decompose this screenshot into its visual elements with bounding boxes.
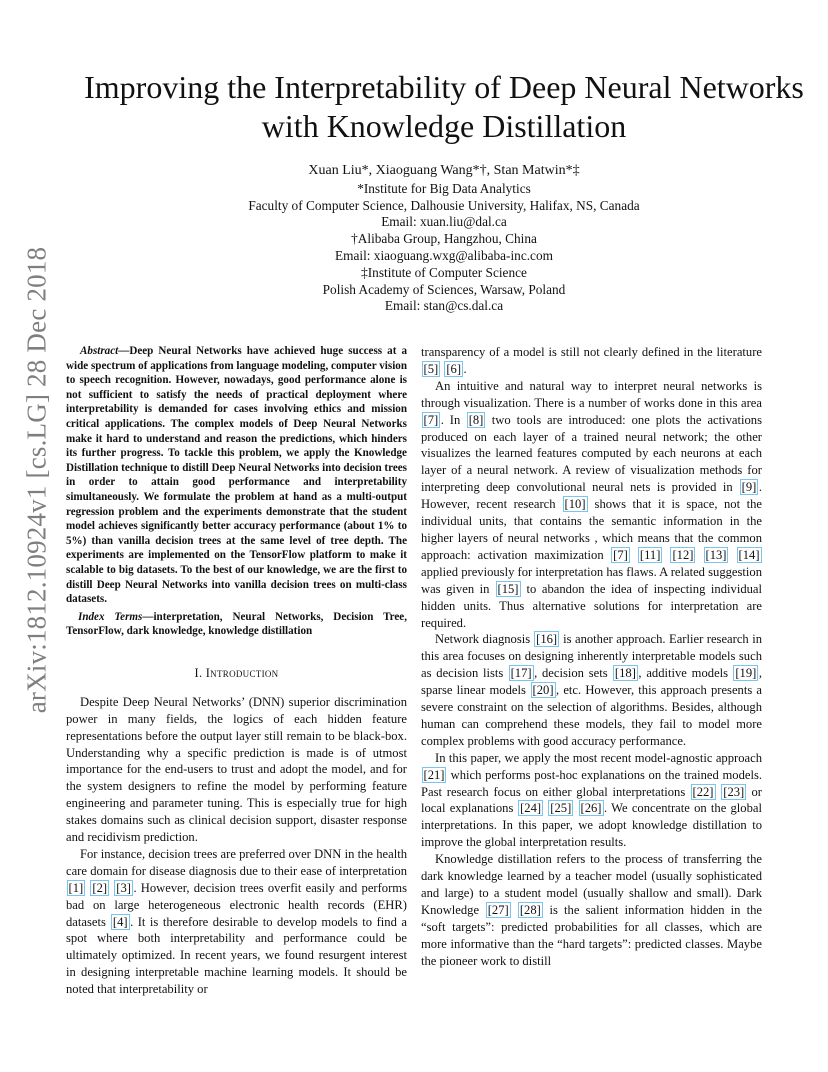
- citation-link[interactable]: [7]: [423, 412, 439, 427]
- section-title: Introduction: [205, 665, 279, 680]
- index-terms: [66, 610, 407, 639]
- citation-link[interactable]: [28]: [519, 902, 541, 917]
- body-paragraph: Network diagnosis [16] is another approach. Earlier research in this area focuses on designing inherently interpretable models such as decision lists [17] , decision sets [18] , additive models [19] , sparse linear models [20] , etc. However, this approach presents a severe constraint on the selection of algorithms. Besides, although human can comprehend these models, they fail to model more complex problems with good accuracy performance.: [421, 632, 763, 748]
- citation-link[interactable]: [13]: [705, 547, 727, 562]
- affiliation-line: Faculty of Computer Science, Dalhousie University, Halifax, NS, Canada: [248, 197, 640, 213]
- citation-link[interactable]: [27]: [487, 902, 509, 917]
- citation-link[interactable]: [21]: [423, 767, 445, 782]
- left-column: [66, 344, 407, 998]
- citation-link[interactable]: [25]: [550, 801, 572, 816]
- body-paragraph: transparency of a model is still not clearly defined in the literature [5] [6] .: [421, 345, 762, 376]
- citation-link[interactable]: [24]: [520, 801, 542, 816]
- email-line: Email: xiaoguang.wxg@alibaba-inc.com: [335, 247, 553, 263]
- citation-link[interactable]: [19]: [735, 666, 757, 681]
- citation-link[interactable]: [17]: [510, 666, 532, 681]
- right-column: [421, 344, 762, 970]
- body-paragraph: An intuitive and natural way to interpret neural networks is through visualization. There is a number of works done in this area [7] . In [8] two tools are introduced: one plots the activations produced on each layer of a trained neural network; the other visualizes the learned features computed by each neurons at each layer of a neural network. A review of visualization methods for interpreting deep convolutional neural nets is provided in [9] . However, recent research [10] shows that it is space, not the individual units, that contains the semantic information in the higher layers of neural networks , which means that the common approach: activation maximization [7] [11] [12] [13] [14] applied previously for interpretation has flaws. A related suggestion was given in [15] to abandon the idea of inspecting individual hidden units. Thus alternative solutions for interpretation are required.: [421, 378, 763, 630]
- citation-link[interactable]: [3]: [116, 880, 131, 895]
- intro-paragraph: For instance, decision trees are preferred over DNN in the health care domain for disease diagnosis due to their ease of interpretation [1] [2] [3] . However, decision trees overfit easily and performs bad on large heterogeneous electronic health records (EHR) datasets [4] . It is therefore desirable to develop models to find a spot where both interpretability and performance could be ultimately optimized. In recent years, we found resurgent interest in designing interpretable machine learning models. It should be noted that interpretability or: [66, 846, 407, 997]
- section-heading-introduction: [66, 665, 407, 682]
- email-line: Email: stan@cs.dal.ca: [384, 298, 504, 314]
- affiliation-line: ‡Institute of Computer Science: [361, 264, 527, 280]
- affiliation-line: *Institute for Big Data Analytics: [357, 180, 531, 196]
- body-paragraph: Knowledge distillation refers to the process of transferring the dark knowledge learned by a teacher model (usually sophisticated and large) to a student model (usually shallow and small). Dark Knowledge [27] [28] is the salient information hidden in the “soft targets”: predicted probabilities for all classes, which are more informative than the “hard targets”: predicted classes. Maybe the pioneer work to distill: [421, 852, 762, 968]
- citation-link[interactable]: [4]: [112, 914, 128, 929]
- citation-link[interactable]: [2]: [92, 880, 108, 895]
- citation-link[interactable]: [23]: [723, 784, 745, 799]
- abstract-label: Abstract: [80, 345, 119, 357]
- citation-link[interactable]: [16]: [536, 632, 558, 647]
- arxiv-id: arXiv:1812.10924v1 [cs.LG] 28 Dec 2018: [21, 246, 52, 714]
- citation-link[interactable]: [12]: [672, 547, 694, 562]
- citation-link[interactable]: [14]: [738, 547, 760, 562]
- author-block: [60, 163, 828, 315]
- citation-link[interactable]: [11]: [639, 547, 661, 562]
- citation-link[interactable]: [1]: [68, 880, 84, 895]
- abstract-text: —Deep Neural Networks have achieved huge success at a wide spectrum of applications from language modeling, computer vision to speech recognition. However, nowadays, good performance alone is not sufficient to satisfy the needs of practical deployment where interpretability is demanded for cases involving ethics and mission critical applications. The complex models of Deep Neural Networks make it hard to understand and reason the predictions, which hinders its further progress. To tackle this problem, we apply the Knowledge Distillation technique to distill Deep Neural Networks into decision trees in order to attain good performance and interpretability simultaneously. We formulate the problem at hand as a multi-output regression problem and the experiments demonstrate that the student model achieves significantly better accuracy performance (about 1% to 5%) than vanilla decision trees at the same level of tree depth. The experiments are implemented on the TensorFlow platform to make it scalable to big datasets. To the best of our knowledge, we are the first to distill Deep Neural Networks into vanilla decision trees on multi-class datasets.: [66, 345, 407, 606]
- citation-link[interactable]: [18]: [614, 666, 636, 681]
- citation-link[interactable]: [8]: [468, 412, 484, 427]
- intro-paragraph: Despite Deep Neural Networks’ (DNN) superior discrimination power in many fields, the logics of each hidden feature representations before the output layer still remain to be black-box. Understanding why a specific prediction is made is of utmost importance for the end-users to trust and adopt the model, and for the system designers to refine the model by performing feature engineering and parameter tuning. This is especially true for high stakes domains such as clinical decision support, disaster response and recidivism prediction.: [66, 694, 407, 845]
- arxiv-sidebar: [14, 180, 60, 780]
- citation-link[interactable]: [7]: [613, 547, 628, 562]
- index-terms-label: Index Terms: [78, 610, 143, 623]
- paper-title: Improving the Interpretability of Deep Neural Networks with Knowledge Distillation: [84, 69, 804, 144]
- citation-link[interactable]: [22]: [692, 784, 714, 799]
- affiliation-line: †Alibaba Group, Hangzhou, China: [351, 231, 537, 247]
- citation-link[interactable]: [10]: [564, 497, 586, 512]
- author-names: Xuan Liu*, Xiaoguang Wang*†, Stan Matwin*‡: [308, 163, 580, 178]
- section-number: I.: [194, 665, 206, 680]
- citation-link[interactable]: [26]: [580, 801, 602, 816]
- index-terms-text: —interpretation, Neural Networks, Decision Tree, TensorFlow, dark knowledge, knowledge distillation: [66, 610, 407, 638]
- affiliation-line: Polish Academy of Sciences, Warsaw, Poland: [322, 281, 566, 297]
- citation-link[interactable]: [20]: [532, 683, 554, 698]
- citation-link[interactable]: [15]: [497, 581, 519, 596]
- body-paragraph: In this paper, we apply the most recent model-agnostic approach [21] which performs post-hoc explanations on the trained models. Past research focus on either global interpretations [22] [23] or local explanations [24] [25] [26] . We concentrate on the global interpretations. In this paper, we adopt knowledge distillation to improve the global interpretation results.: [421, 750, 762, 850]
- citation-link[interactable]: [5]: [423, 361, 439, 376]
- citation-link[interactable]: [9]: [741, 480, 757, 495]
- email-line: Email: xuan.liu@dal.ca: [381, 214, 507, 230]
- abstract: [66, 344, 407, 607]
- citation-link[interactable]: [6]: [446, 361, 462, 376]
